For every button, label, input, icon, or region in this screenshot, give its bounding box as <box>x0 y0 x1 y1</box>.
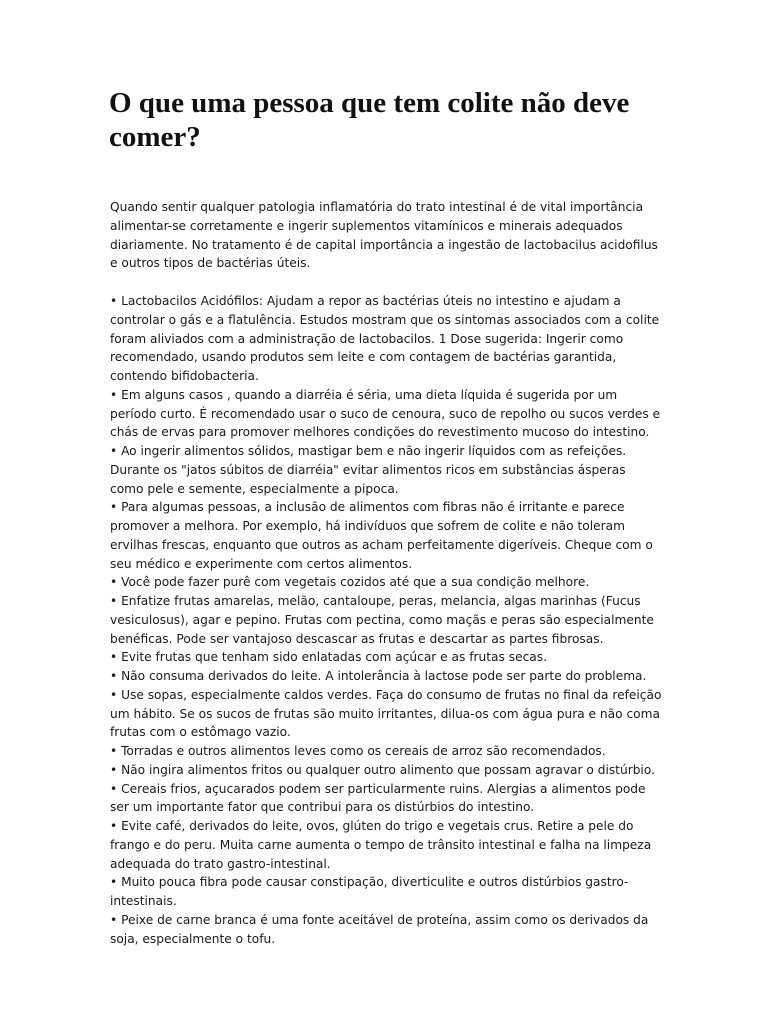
bullet-item: • Evite café, derivados do leite, ovos, glúten do trigo e vegetais crus. Retire a pele do frango e do peru. Muita carne aumenta o tempo de trânsito intestinal e falha na limpeza adequada do trato gastro-intestinal. <box>110 819 652 871</box>
bullet-item: • Evite frutas que tenham sido enlatadas com açúcar e as frutas secas. <box>110 650 547 665</box>
bullet-item: • Cereais frios, açucarados podem ser particularmente ruins. Alergias a alimentos pode ser um importante fator que contribui para os distúrbios do intestino. <box>110 781 646 815</box>
bullet-item: • Torradas e outros alimentos leves como os cereais de arroz são recomendados. <box>110 744 606 758</box>
bullet-item: • Peixe de carne branca é uma fonte aceitável de proteína, assim como os derivados da soja, especialmente o tofu. <box>110 912 649 946</box>
bullet-item: • Ao ingerir alimentos sólidos, mastigar bem e não ingerir líquidos com as refeições. Durante os "jatos súbitos de diarréia" evitar alimentos ricos em substâncias ásperas como pele e semente, especialmente a pipoca. <box>110 444 627 496</box>
bullet-item: • Você pode fazer purê com vegetais cozidos até que a sua condição melhore. <box>110 575 590 590</box>
bullet-item: • Enfatize frutas amarelas, melão, cantaloupe, peras, melancia, algas marinhas (Fucus vesiculosus), agar e pepino. Frutas com pectina, como maçãs e peras são especialmente benéficas. Pode ser vantajoso descascar as frutas e descartar as partes fibrosas. <box>110 594 654 646</box>
bullet-item: • Em alguns casos , quando a diarréia é séria, uma dieta líquida é sugerida por um período curto. É recomendado usar o suco de cenoura, suco de repolho ou sucos verdes e chás de ervas para promover melhores condições do revestimento mucoso do intestino. <box>110 387 661 440</box>
bullet-item: • Muito pouca fibra pode causar constipação, diverticulite e outros distúrbios gastro-intestinais. <box>110 875 629 908</box>
intro-paragraph: Quando sentir qualquer patologia inflamatória do trato intestinal é de vital importância alimentar-se corretamente e ingerir suplementos vitamínicos e minerais adequados diariamente. No tratamento é de capital importância a ingestão de lactobacilus acidofilus e outros tipos de bactérias úteis. <box>110 200 658 271</box>
bullet-item: • Lactobacilos Acidófilos: Ajudam a repor as bactérias úteis no intestino e ajudam a controlar o gás e a flatulência. Estudos mostram que os sintomas associados com a colite foram aliviados com a administração de lactobacilos. 1 Dose sugerida: Ingerir como recomendado, usando produtos sem leite e com contagem de bactérias garantida, contendo bifidobacteria. <box>110 294 660 383</box>
bullet-item: • Para algumas pessoas, a inclusão de alimentos com fibras não é irritante e parece promover a melhora. Por exemplo, há indivíduos que sofrem de colite e não toleram ervilhas frescas, enquanto que outros as acham perfeitamente digeríveis. Cheque com o seu médico e experimente com certos alimentos. <box>110 500 653 571</box>
bullet-item: • Não ingira alimentos fritos ou qualquer outro alimento que possam agravar o distúrbio. <box>110 762 655 777</box>
bullet-item: • Use sopas, especialmente caldos verdes. Faça do consumo de frutas no final da refeição um hábito. Se os sucos de frutas são muito irritantes, dilua-os com água pura e não coma frutas com o estômago vazio. <box>110 687 662 740</box>
bullet-item: • Não consuma derivados do leite. A intolerância à lactose pode ser parte do problema. <box>110 669 647 683</box>
document-body <box>110 198 662 948</box>
page-title: O que uma pessoa que tem colite não deve comer? <box>109 87 630 153</box>
